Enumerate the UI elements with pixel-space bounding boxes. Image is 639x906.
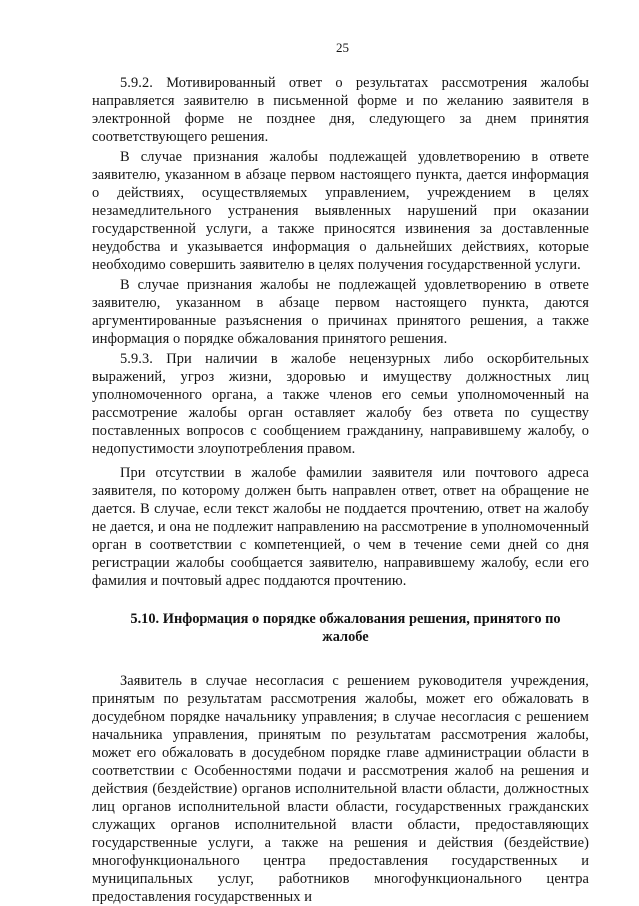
paragraph-appeal-procedure: Заявитель в случае несогласия с решением руководителя учреждения, принятым по результатам рассмотрения жалобы, может его обжаловать в досудебном порядке начальнику управления; в случае несогласия с решением начальника управления, принятым по результатам рассмотрения жалобы, может его обжаловать в досудебном порядке главе администрации области в соответствии с Особенностями подачи и рассмотрения жалоб на решения и действия (бездействие) органов исполнительной власти области, должностных лиц органов исполнительной власти области, государственных гражданских служащих органов исполнительной власти области, предоставляющих государственные услуги, а также на решения и действия (бездействие) многофункционального центра предоставления государственных и муниципальных услуг, работников многофункционального центра предоставления государственных и	[92, 673, 589, 905]
page-number: 25	[336, 40, 349, 55]
paragraph-missing-surname: При отсутствии в жалобе фамилии заявителя или почтового адреса заявителя, по которому должен быть направлен ответ, ответ на обращение не дается. В случае, если текст жалобы не поддается прочтению, ответ на жалобу не дается, и она не подлежит направлению на рассмотрение в уполномоченный орган в соответствии с компетенцией, о чем в течение семи дней со дня регистрации жалобы сообщается заявителю, направившему жалобу, если его фамилия и почтовый адрес поддаются прочтению.	[92, 465, 589, 589]
paragraph-complaint-rejected: В случае признания жалобы не подлежащей удовлетворению в ответе заявителю, указанном в абзаце первом настоящего пункта, даются аргументированные разъяснения о причинах принятого решения, а также информация о порядке обжалования принятого решения.	[92, 277, 589, 347]
paragraph-5-9-2: 5.9.2. Мотивированный ответ о результатах рассмотрения жалобы направляется заявителю в письменной форме и по желанию заявителя в электронной форме не позднее дня, следующего за днем принятия соответствующего решения.	[92, 75, 589, 145]
section-heading-5-10: 5.10. Информация о порядке обжалования решения, принятого по жалобе	[130, 611, 561, 645]
paragraph-5-9-3: 5.9.3. При наличии в жалобе нецензурных либо оскорбительных выражений, угроз жизни, здоровью и имуществу должностных лиц уполномоченного органа, а также членов его семьи уполномоченный на рассмотрение жалобы орган оставляет жалобу без ответа по существу поставленных вопросов с сообщением гражданину, направившему жалобу, о недопустимости злоупотребления правом.	[92, 351, 589, 457]
paragraph-complaint-satisfied: В случае признания жалобы подлежащей удовлетворению в ответе заявителю, указанном в абзаце первом настоящего пункта, дается информация о действиях, осуществляемых управлением, учреждением в целях незамедлительного устранения выявленных нарушений при оказании государственной услуги, а также приносятся извинения за доставленные неудобства и указывается информация о дальнейших действиях, которые необходимо совершить заявителю в целях получения государственной услуги.	[92, 149, 589, 273]
